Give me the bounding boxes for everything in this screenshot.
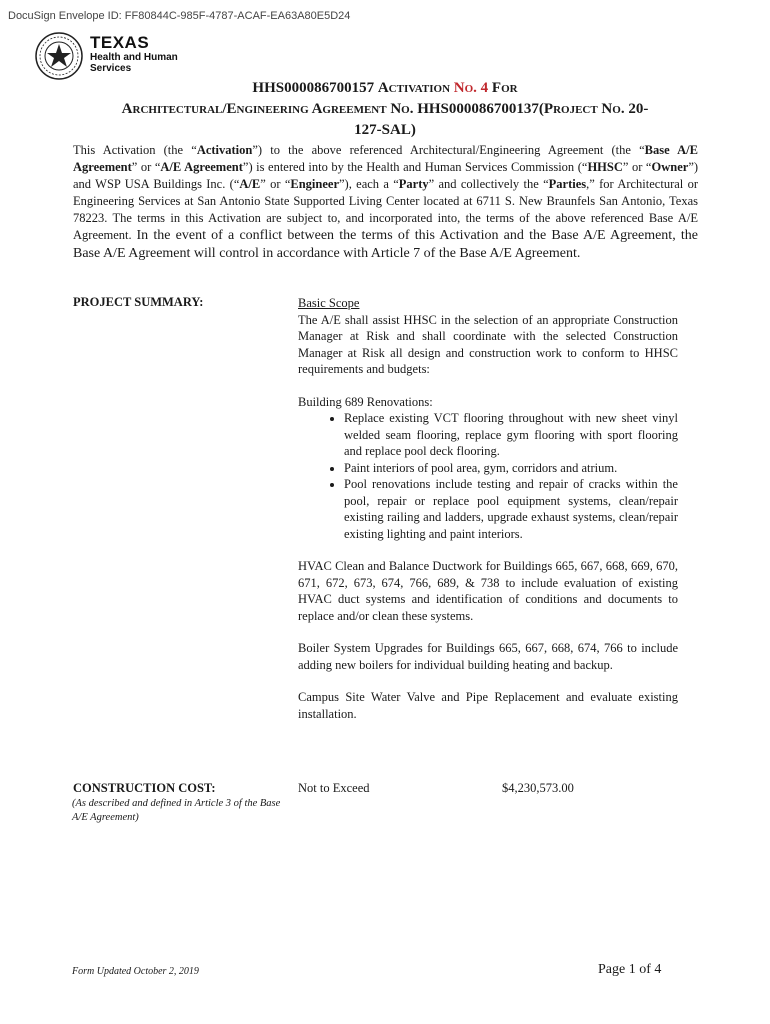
title-agreement-id: HHS000086700137 xyxy=(417,101,539,117)
logo-texas: TEXAS xyxy=(90,33,150,52)
title-for: For xyxy=(488,80,518,96)
docusign-envelope-id: DocuSign Envelope ID: FF80844C-985F-4787-ACAF-EA63A80E5D24 xyxy=(8,10,351,22)
logo-line2: Health and Human xyxy=(90,52,178,63)
document-title xyxy=(60,78,710,141)
building-heading: Building 689 Renovations: xyxy=(298,394,433,409)
hvac-paragraph: HVAC Clean and Balance Ductwork for Buildings 665, 667, 668, 669, 670, 671, 672, 673, 674, 766, 689, & 738 to include evaluation of existing HVAC duct systems and identification of conditions and documents to replace and/or clean these systems. xyxy=(298,559,678,623)
list-item: • Replace existing VCT flooring throughout with new sheet vinyl welded seam flooring, replace gym flooring with sport flooring and replace pool deck flooring. xyxy=(344,410,678,460)
campus-paragraph: Campus Site Water Valve and Pipe Replacement and evaluate existing installation. xyxy=(298,690,678,721)
construction-cost-note: (As described and defined in Article 3 of the Base A/E Agreement) xyxy=(72,798,281,823)
page-number: Page 1 of 4 xyxy=(598,962,662,977)
list-item: • Pool renovations include testing and repair of cracks within the pool, repair or replace pool equipment systems, clean/repair existing railing and ladders, upgrade exhaust systems, clean/repair existing lighting and paint interiors. xyxy=(344,476,678,542)
texas-seal-icon xyxy=(34,27,86,85)
intro-paragraph: This Activation (the “Activation”) to the above referenced Architectural/Engineering Agreement (the “Base A/E Agreement” or “A/E Agreement”) is entered into by the Health and Human Services Commission (“HHSC” or “Owner”) and WSP USA Buildings Inc. (“A/E” or “Engineer”), each a “Party” and collectively the “Parties,” for Architectural or Engineering Services at San Antonio State Supported Living Center located at 6711 S. New Braunfels San Antonio, Texas 78223. The terms in this Activation are subject to, and incorporated into, the terms of the above referenced Base A/E Agreement. In the event of a conflict between the terms of this Activation and the Base A/E Agreement, the Base A/E Agreement will control in accordance with Article 7 of the Base A/E Agreement. xyxy=(73,143,699,261)
title-agreement: Architectural/Engineering Agreement No. xyxy=(121,101,418,117)
list-item: • Paint interiors of pool area, gym, corridors and atrium. xyxy=(344,460,678,477)
texas-hhs-logo xyxy=(34,27,194,85)
form-updated: Form Updated October 2, 2019 xyxy=(72,966,199,977)
title-project-end: 127-SAL) xyxy=(354,122,416,138)
title-activation: Activation xyxy=(377,80,454,96)
title-number: No. 4 xyxy=(453,80,489,96)
project-summary-label: PROJECT SUMMARY: xyxy=(73,295,204,309)
basic-scope-heading: Basic Scope xyxy=(298,296,360,310)
title-id: HHS000086700157 xyxy=(252,80,378,96)
renovation-list xyxy=(298,410,678,542)
logo-line3: Services xyxy=(90,63,132,74)
construction-cost-amount: $4,230,573.00 xyxy=(502,781,574,795)
basic-scope-text: The A/E shall assist HHSC in the selection of an appropriate Construction Manager at Risk and shall coordinate with the selected Construction Manager at Risk all design and construction work to conform to HHSC requirements and budgets: xyxy=(298,312,678,376)
title-project: (Project No. 20- xyxy=(538,101,649,117)
boiler-paragraph: Boiler System Upgrades for Buildings 665, 667, 668, 674, 766 to include adding new boilers for individual building heating and backup. xyxy=(298,641,678,672)
not-to-exceed-label: Not to Exceed xyxy=(298,781,370,795)
project-summary-content xyxy=(298,295,678,722)
construction-cost-label: CONSTRUCTION COST: xyxy=(73,781,216,795)
